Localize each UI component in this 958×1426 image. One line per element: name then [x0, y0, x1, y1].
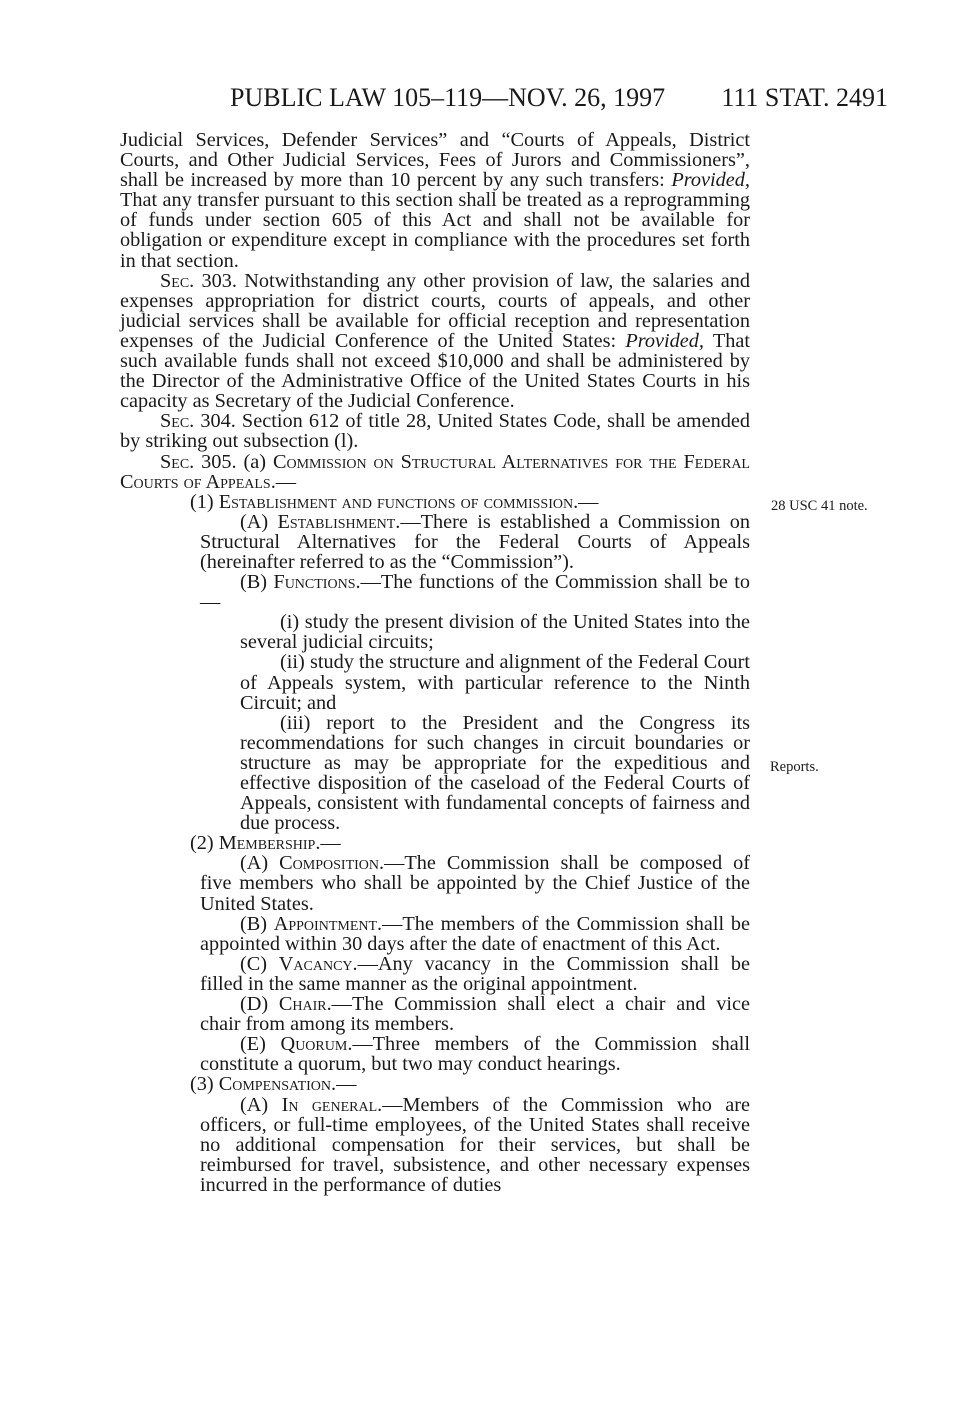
- clause-ii: (ii) study the structure and alignment of the Federal Court of Appeals system, with particular reference to the Ninth Circuit; and: [240, 651, 750, 714]
- paragraph-2-d: (D) Chair.—The Commission shall elect a chair and vice chair from among its members.: [200, 993, 750, 1036]
- running-header: [230, 80, 890, 116]
- header-statute-page: 111 STAT. 2491: [721, 83, 888, 112]
- section-303: Sec. 303. Notwithstanding any other provision of law, the salaries and expenses appropriation for district courts, courts of appeals, and other judicial services shall be available for official reception and representation expenses of the Judicial Conference of the United States: Provided, That such available funds shall not exceed $10,000 and shall be administered by the Director of the Administrative Office of the United States Courts in his capacity as Secretary of the Judicial Conference.: [120, 269, 750, 413]
- paragraph-2-b: (B) Appointment.—The members of the Commission shall be appointed within 30 days after the date of enactment of this Act.: [200, 912, 750, 955]
- paragraph-continuation: Judicial Services, Defender Services” and “Courts of Appeals, District Courts, and Other Judicial Services, Fees of Jurors and Commissioners”, shall be increased by more than 10 percent by any such transfers: Provided, That any transfer pursuant to this section shall be treated as a reprogramming of funds under section 605 of this Act and shall not be available for obligation or expenditure except in compliance with the procedures set forth in that section.: [120, 129, 750, 272]
- margin-note-usc: 28 USC 41 note.: [771, 498, 868, 514]
- clause-i: (i) study the present division of the United States into the several judicial circuits;: [240, 611, 750, 654]
- paragraph-2-c: (C) Vacancy.—Any vacancy in the Commission shall be filled in the same manner as the original appointment.: [200, 952, 751, 995]
- header-title: PUBLIC LAW 105–119—NOV. 26, 1997: [230, 83, 666, 112]
- section-305: Sec. 305. (a) Commission on Structural Alternatives for the Federal Courts of Appeals.—: [120, 450, 750, 493]
- clause-iii: (iii) report to the President and the Congress its recommendations for such changes in circuit boundaries or structure as may be appropriate for the expeditious and effective disposition of the caseload of the Federal Courts of Appeals, consistent with fundamental concepts of fairness and due process.: [240, 711, 750, 835]
- paragraph-2-a: (A) Composition.—The Commission shall be composed of five members who shall be appointed by the Chief Justice of the United States.: [200, 852, 750, 915]
- paragraph-1-a: (A) Establishment.—There is established a Commission on Structural Alternatives for the Federal Courts of Appeals (hereinafter referred to as the “Commission”).: [200, 510, 750, 573]
- paragraph-1-b: (B) Functions.—The functions of the Commission shall be to—: [200, 571, 750, 614]
- section-304: Sec. 304. Section 612 of title 28, United States Code, shall be amended by striking out subsection (l).: [120, 410, 750, 453]
- paragraph-3-heading: (3) Compensation.—: [190, 1073, 357, 1096]
- paragraph-3-a: (A) In general.—Members of the Commission who are officers, or full-time employees, of the United States shall receive no additional compensation for their services, but shall be reimbursed for travel, subsistence, and other necessary expenses incurred in the performance of duties: [200, 1093, 750, 1196]
- margin-note-reports: Reports.: [770, 759, 819, 775]
- paragraph-1-heading: (1) Establishment and functions of commission.—: [190, 490, 599, 513]
- paragraph-2-e: (E) Quorum.—Three members of the Commission shall constitute a quorum, but two may conduct hearings.: [200, 1033, 751, 1076]
- body-text: [120, 130, 750, 1195]
- paragraph-2-heading: (2) Membership.—: [190, 832, 341, 855]
